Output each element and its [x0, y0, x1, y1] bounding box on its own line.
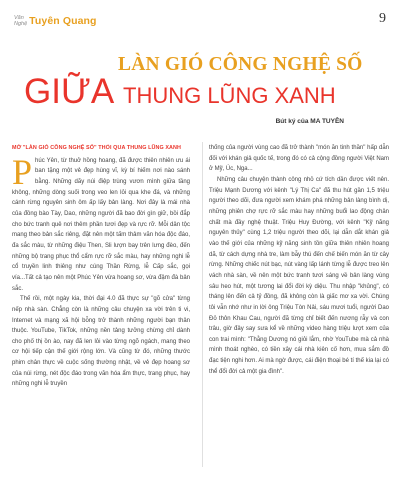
paragraph: thống của người vùng cao đã trở thành "món ăn tinh thần" hấp dẫn đối với khán giả quốc tế, trong đó có cả cộng đồng người Việt Nam ở Mỹ, Úc, Nga...	[209, 145, 389, 173]
paragraph: Thế rồi, một ngày kia, thời đại 4.0 đã thực sự "gõ cửa" từng nếp nhà sàn. Chẳng còn là những câu chuyện xa vời trên ti vi, Internet và mạng xã hội bỗng trở thành những người bạn thân thuộc. YouTube, TikTok, những nền tảng tưởng chừng chỉ dành cho phố thị ồn ào, nay đã len lỏi vào từng ngõ ngách, mang theo cơ hội tiếp cận thế giới rộng lớn. Và cũng từ đó, những thước phim chân thực về cuộc sống thường nhật, về vẻ đẹp hoang sơ của núi rừng, nét độc đáo trong văn hóa ẩm thực, trang phục, hay những nghi lễ truyền	[12, 296, 190, 388]
brand-small-line-2: Nghệ	[14, 20, 28, 27]
paragraph-text: húc Yên, từ thuở hồng hoang, đã được thiên nhiên ưu ái ban tặng một vẻ đẹp hùng vĩ, kỳ bí hiếm nơi nào sánh bằng. Những dãy núi điệp trùng vươn mình giữa tầng không, những dòng suối trong veo len lỏi qua khe đá, và những cánh rừng nguyên sinh ôm ấp lấy bản làng. Nơi đây là mái nhà của đồng bào Tày, Dao, những người đã bao đời gìn giữ, bồi đắp cho bức tranh quê nơi thêm phần tươi đẹp và rực rỡ. Mỗi dân tộc mang theo bản sắc riêng, đặt nên một tấm thảm văn hóa độc đáo, đa sắc màu, từ những điệu Then, Sli lượn bay trên lưng đèo, đến những bộ trang phục thổ cẩm rực rỡ sắc màu, hay những nghi lễ cổ truyền linh thiêng như cúng Thần Rừng, lễ Cấp sắc, gọi vía...Tất cả tạo nên một Phúc Yên vừa hoang sơ, vừa đậm đà bản sắc.	[12, 157, 190, 292]
brand-small-line-1: Văn	[14, 15, 24, 21]
right-column	[209, 143, 389, 377]
column-divider	[202, 142, 203, 467]
left-column	[12, 143, 190, 390]
drop-cap: P	[12, 151, 33, 192]
brand-name: Tuyên Quang	[29, 15, 97, 27]
title-rest: THUNG LŨNG XANH	[123, 83, 336, 108]
page-number: 9	[379, 11, 386, 26]
brand-small-text	[14, 16, 27, 27]
paragraph: Những câu chuyện thành công nhỏ cứ tích dần được viết nên. Triệu Mạnh Dương với kênh "Lý Thị Ca" đã thu hút gần 1,5 triệu người theo dõi, đưa người xem khám phá những bản làng bình dị, những phiên chợ rực rỡ sắc màu hay những buổi lao động chân chất mà đầy nghệ thuật. Triệu Huy Đường, với kênh "Kỹ năng nguyên thủy" cùng 1,2 triệu người theo dõi, lại dẫn dắt khán giả vào thế giới của những kỹ năng sinh tồn giữa thiên nhiên hoang dã, từ cách dựng nhà tre, làm bẫy thú đến chế biến món ăn từ cây rừng. Những chiếc nút bạc, nút vàng lấp lánh từng lễ được treo lên vách nhà sàn, về nên một bức tranh tươi sáng về bản làng vùng sâu heo hút, một tương lai đổi đời kỳ diệu. Thu nhập "khủng", có tháng lên đến cả tỷ đồng, đã không còn là giấc mơ xa vời. Chúng tôi vẫn nhớ như in lời ông Triệu Tòn Nải, sáu mươi tuổi, người Dao Đỏ thôn Khau Cau, người đã từng chỉ biết đến nương rẫy và con trâu, giờ đây say sưa kể về những video hàng triệu lượt xem của con trai mình: "Thằng Dương nó giỏi lắm, nhờ YouTube mà cả nhà mình thoát nghèo, có tiền xây cái nhà kiên cố hơn, mua sắm đồ đạc tiện nghi hơn. Ai mà ngờ được, cái điện thoại bé tí thế kia lại có thể đổi đời cả một gia đình".	[209, 176, 389, 375]
magazine-brand	[14, 15, 97, 27]
section-subhead: MỞ "LÀN GIÓ CÔNG NGHỆ SỐ" THỔI QUA THUNG LŨNG XANH	[12, 145, 182, 151]
title-big-word: GIỮA	[24, 72, 115, 111]
byline: Bút ký của MA TUYÊN	[275, 118, 344, 125]
title-kicker: LÀN GIÓ CÔNG NGHỆ SỐ	[118, 54, 363, 75]
paragraph	[12, 151, 190, 295]
